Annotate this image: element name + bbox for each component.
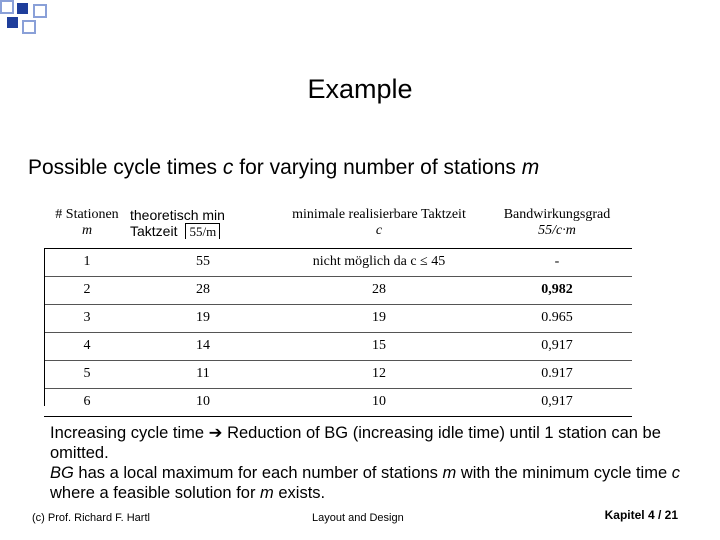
note-italic-bg: BG [50,464,74,482]
table-row [44,388,632,416]
corner-decoration [0,0,60,45]
table-row [44,248,632,276]
header-realisable-var: c [375,222,383,238]
table-header-row [44,198,632,248]
footer-author: (c) Prof. Richard F. Hartl [32,512,150,524]
header-theoretical [130,198,276,248]
cell-realisable: nicht möglich da c ≤ 45 [312,254,446,269]
note-text: with the minimum cycle time [456,464,672,482]
note-paragraph-1 [50,423,690,463]
note-italic-m: m [442,464,457,482]
notes-block [50,423,690,503]
table-row [44,304,632,332]
deco-square-outline [22,20,36,34]
cell-stations: 2 [83,282,91,297]
header-efficiency [482,198,632,248]
cell-realisable: 19 [372,310,386,325]
deco-square-filled [17,3,28,14]
header-stations-label: # Stationen [55,206,119,222]
cell-efficiency: 0.917 [541,366,573,381]
note-paragraph-2 [50,463,690,503]
subtitle-variable-c: c [222,156,234,179]
arrow-icon: ➔ [208,424,223,442]
cell-theoretical: 14 [196,338,210,353]
subtitle-text: Possible cycle times [28,156,223,179]
cell-realisable: 10 [372,394,386,409]
header-efficiency-label: Bandwirkungsgrad [503,206,611,222]
note-text: where a feasible solution for [50,484,261,502]
cell-efficiency: 0.965 [541,310,573,325]
cell-stations: 3 [83,310,91,325]
cell-efficiency: - [554,254,560,269]
header-stations-var: m [81,222,93,238]
note-text: has a local maximum for each number of stations [73,464,443,482]
slide-title: Example [307,74,413,104]
header-efficiency-formula: 55/c·m [538,222,576,238]
deco-square-outline [33,4,47,18]
cell-realisable: 15 [372,338,386,353]
header-stations [44,198,130,248]
note-text: exists. [273,484,326,502]
cell-stations: 4 [83,338,91,353]
footer-page: Kapitel 4 / 21 [604,508,678,522]
footer-topic: Layout and Design [312,512,404,524]
cell-theoretical: 10 [196,394,210,409]
table-row [44,360,632,388]
header-realisable [276,198,482,248]
note-italic-m: m [260,484,274,502]
subtitle-text: for varying number of stations [233,156,522,179]
cell-stations: 1 [83,254,91,269]
deco-square-outline [0,0,14,14]
header-theoretical-label2: Taktzeit [130,222,178,239]
header-theoretical-label: theoretisch min [130,206,225,223]
cell-theoretical: 28 [196,282,210,297]
cell-efficiency: 0,917 [541,394,573,409]
cell-realisable: 12 [372,366,386,381]
table-row [44,276,632,304]
cell-efficiency: 0,917 [541,338,573,353]
table-left-border [44,248,45,406]
note-text: Increasing cycle time [50,424,209,442]
slide-subtitle [28,156,539,180]
deco-square-filled [7,17,18,28]
cell-theoretical: 55 [196,254,210,269]
cell-realisable: 28 [372,282,386,297]
note-text: Reduction of BG (increasing idle time) until 1 station can be omitted. [50,424,661,462]
cell-efficiency: 0,982 [541,282,573,297]
subtitle-variable-m: m [521,156,540,179]
cycle-time-table [44,198,632,417]
header-realisable-label: minimale realisierbare Taktzeit [292,206,466,222]
cell-theoretical: 19 [196,310,210,325]
ceil-formula: 55/m [185,223,220,239]
cell-stations: 6 [83,394,91,409]
table-row [44,332,632,360]
note-italic-c: c [671,464,680,482]
cell-stations: 5 [83,366,91,381]
cell-theoretical: 11 [196,366,210,381]
